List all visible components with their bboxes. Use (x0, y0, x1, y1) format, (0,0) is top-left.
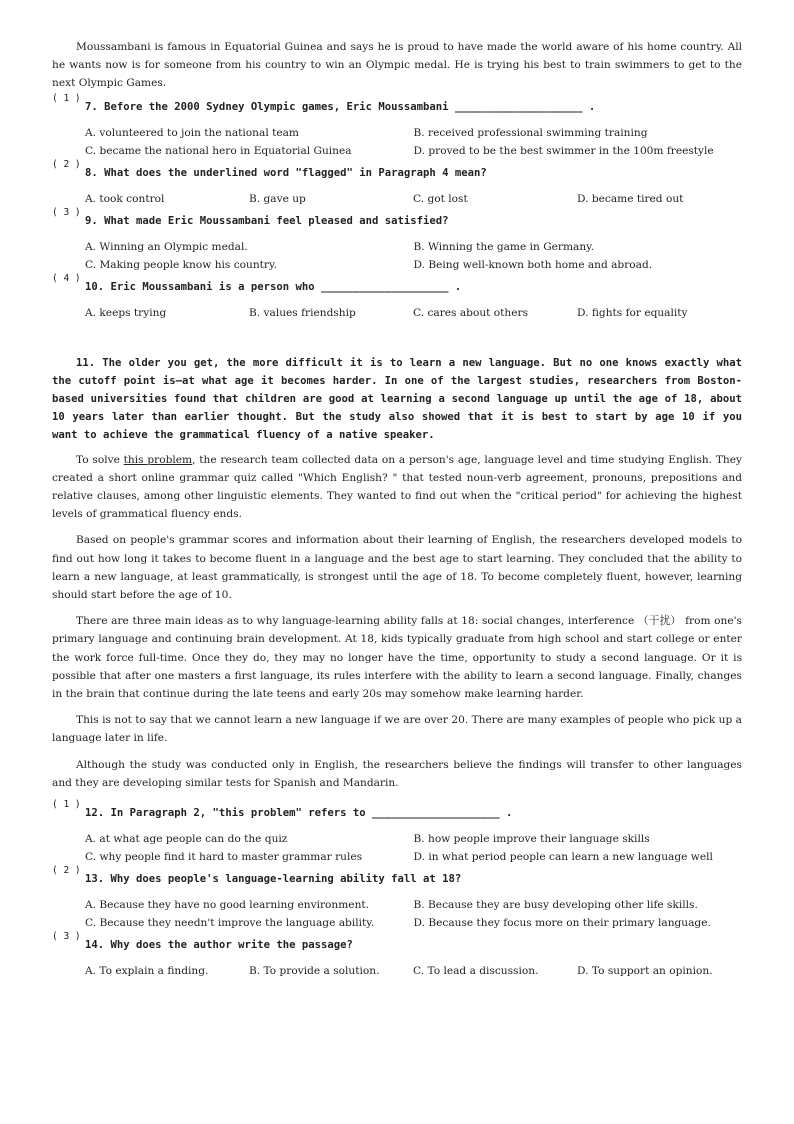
answer-option[interactable]: D. in what period people can learn a new language well (413, 851, 713, 864)
answer-option[interactable]: A. To explain a finding. (85, 965, 209, 978)
p2-text-after: , the research team collected data on a person's age, language level and time studying English. They created a short online grammar quiz called "Which English? " that tested noun-verb agreement, pronouns, prepositions and relative clauses, among other linguistic elements. They wanted to find out when the "critical period" for achieving the highest levels of grammatical fluency ends. (52, 453, 742, 521)
answer-option[interactable]: C. why people find it hard to master grammar rules (85, 851, 363, 864)
answer-option[interactable]: C. To lead a discussion. (413, 965, 539, 978)
question-stem: 7. Before the 2000 Sydney Olympic games, Eric Moussambani ____________________ . (85, 100, 596, 113)
question-number: ( 3 ) (52, 931, 81, 943)
question (52, 272, 742, 322)
passage2-intro-paragraph: 11. The older you get, the more difficult it is to learn a new language. But no one knows exactly what the cutoff point is—at what age it becomes harder. In one of the largest studies, researchers from Boston-based universities found that children are good at learning a second language up until the age of 18, about 10 years later than earlier thought. But the study also showed that it is best to start by age 10 if you want to achieve the grammatical fluency of a native speaker. (52, 356, 742, 441)
answer-options (85, 238, 742, 274)
p2-text-before: To solve (76, 453, 124, 466)
answer-option[interactable]: A. Because they have no good learning environment. (85, 899, 370, 912)
answer-option[interactable]: C. became the national hero in Equatorial Guinea (85, 144, 352, 157)
question-number: ( 4 ) (52, 272, 81, 284)
question-stem: 8. What does the underlined word "flagged" in Paragraph 4 mean? (85, 166, 487, 179)
answer-option[interactable]: C. Because they needn't improve the language ability. (85, 917, 375, 930)
question-stem: 9. What made Eric Moussambani feel pleased and satisfied? (85, 214, 449, 227)
answer-options (85, 190, 742, 208)
question-number: ( 1 ) (52, 799, 81, 811)
answer-option[interactable]: B. values friendship (249, 306, 356, 319)
answer-options (85, 304, 742, 322)
question-stem: 14. Why does the author write the passage? (85, 939, 353, 952)
answer-option[interactable]: A. keeps trying (85, 306, 167, 319)
answer-options (85, 830, 742, 866)
answer-option[interactable]: D. Being well-known both home and abroad. (413, 258, 653, 271)
section-spacer (52, 326, 742, 354)
question-number: ( 2 ) (52, 158, 81, 170)
answer-option[interactable]: B. To provide a solution. (249, 965, 380, 978)
question-stem: 12. In Paragraph 2, "this problem" refers to ____________________ . (85, 807, 513, 820)
answer-option[interactable]: B. Winning the game in Germany. (413, 240, 595, 253)
answer-option[interactable]: D. became tired out (577, 192, 684, 205)
question-group-2 (52, 799, 742, 980)
answer-option[interactable]: A. volunteered to join the national team (85, 126, 299, 139)
passage2-paragraph-3: Based on people's grammar scores and information about their learning of English, the researchers developed models to find out how long it takes to become fluent in a language and the best age to start learning. They concluded that the ability to learn a new language, at least grammatically, is strongest until the age of 18. To become completely fluent, however, learning should start before the age of 10. (52, 534, 742, 602)
answer-options (85, 896, 742, 932)
document-page (52, 38, 742, 984)
answer-option[interactable]: D. fights for equality (577, 306, 688, 319)
answer-option[interactable]: B. received professional swimming training (413, 126, 648, 139)
answer-option[interactable]: D. proved to be the best swimmer in the 100m freestyle (413, 144, 714, 157)
answer-option[interactable]: C. got lost (413, 192, 468, 205)
answer-option[interactable]: A. Winning an Olympic medal. (85, 240, 248, 253)
question-group-1 (52, 92, 742, 322)
answer-option[interactable]: A. at what age people can do the quiz (85, 833, 288, 846)
intro-paragraph: Moussambani is famous in Equatorial Guinea and says he is proud to have made the world aware of his home country. All he wants now is for someone from his country to win an Olympic medal. He is trying his best to train swimmers to get to the next Olympic Games. (52, 41, 742, 90)
answer-option[interactable]: A. took control (85, 192, 165, 205)
underlined-phrase: this problem (123, 453, 193, 466)
passage2-paragraph-5: This is not to say that we cannot learn a new language if we are over 20. There are many examples of people who pick up a language later in life. (52, 714, 742, 745)
passage2-paragraph-2 (52, 451, 742, 524)
passage2-paragraph-6: Although the study was conducted only in English, the researchers believe the findings will transfer to other languages and they are developing similar tests for Spanish and Mandarin. (52, 758, 742, 789)
question (52, 799, 742, 866)
answer-option[interactable]: B. gave up (249, 192, 306, 205)
question (52, 206, 742, 274)
question (52, 865, 742, 932)
question-stem: 13. Why does people's language-learning ability fall at 18? (85, 873, 462, 886)
answer-options (85, 124, 742, 160)
question (52, 92, 742, 160)
question-number: ( 1 ) (52, 92, 81, 104)
answer-options (85, 962, 742, 980)
answer-option[interactable]: B. Because they are busy developing other life skills. (413, 899, 698, 912)
answer-option[interactable]: C. cares about others (413, 306, 528, 319)
answer-option[interactable]: C. Making people know his country. (85, 258, 277, 271)
answer-option[interactable]: D. To support an opinion. (577, 965, 713, 978)
question-number: ( 3 ) (52, 206, 81, 218)
question-stem: 10. Eric Moussambani is a person who ____________________ . (85, 280, 462, 293)
answer-option[interactable]: B. how people improve their language skills (413, 833, 650, 846)
question (52, 931, 742, 980)
answer-option[interactable]: D. Because they focus more on their primary language. (413, 917, 711, 930)
passage2-paragraph-4: There are three main ideas as to why language-learning ability falls at 18: social changes, interference （干扰） from one's primary language and continuing brain development. At 18, kids typically graduate from high school and start college or enter the work force full-time. Once they do, they may no longer have the time, opportunity to study a second language. Or it is possible that after one masters a first language, its rules interfere with the ability to learn a second language. Finally, changes in the brain that continue during the late teens and early 20s may somehow make learning harder. (52, 615, 742, 701)
question (52, 158, 742, 208)
question-number: ( 2 ) (52, 865, 81, 877)
